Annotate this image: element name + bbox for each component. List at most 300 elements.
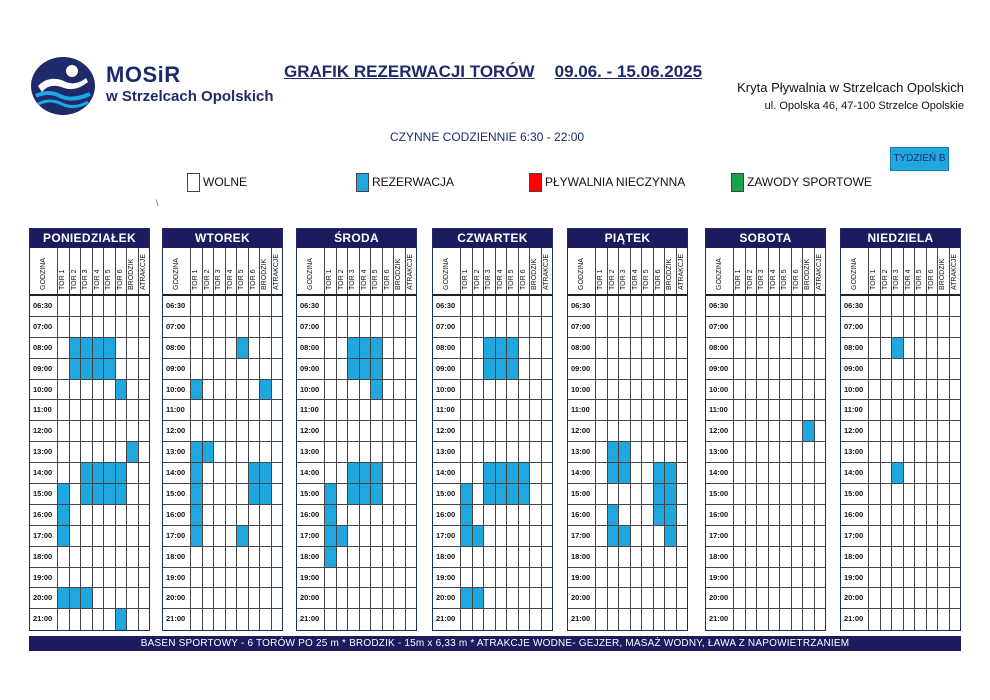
slot-free[interactable] [653, 317, 665, 337]
slot-free[interactable] [225, 317, 237, 337]
slot-free[interactable] [914, 317, 926, 337]
slot-free[interactable] [472, 421, 484, 441]
slot-free[interactable] [213, 526, 225, 546]
slot-free[interactable] [138, 338, 150, 358]
slot-free[interactable] [791, 505, 803, 525]
slot-free[interactable] [880, 526, 892, 546]
slot-free[interactable] [190, 359, 202, 379]
slot-free[interactable] [259, 338, 271, 358]
slot-free[interactable] [653, 609, 665, 630]
slot-free[interactable] [891, 380, 903, 400]
slot-free[interactable] [115, 400, 127, 420]
slot-free[interactable] [393, 484, 405, 504]
slot-free[interactable] [618, 568, 630, 588]
slot-free[interactable] [791, 296, 803, 316]
slot-free[interactable] [529, 296, 541, 316]
slot-free[interactable] [937, 338, 949, 358]
slot-free[interactable] [225, 484, 237, 504]
slot-free[interactable] [259, 442, 271, 462]
slot-free[interactable] [914, 338, 926, 358]
slot-free[interactable] [336, 400, 348, 420]
slot-free[interactable] [779, 505, 791, 525]
slot-free[interactable] [259, 359, 271, 379]
slot-free[interactable] [641, 317, 653, 337]
slot-free[interactable] [347, 505, 359, 525]
slot-free[interactable] [518, 505, 530, 525]
slot-free[interactable] [472, 568, 484, 588]
slot-free[interactable] [115, 317, 127, 337]
slot-free[interactable] [779, 296, 791, 316]
slot-free[interactable] [225, 547, 237, 567]
slot-free[interactable] [80, 505, 92, 525]
slot-reserved[interactable] [57, 588, 69, 608]
slot-free[interactable] [529, 317, 541, 337]
slot-free[interactable] [69, 484, 81, 504]
slot-free[interactable] [868, 380, 880, 400]
slot-free[interactable] [405, 338, 417, 358]
slot-reserved[interactable] [57, 526, 69, 546]
slot-free[interactable] [518, 380, 530, 400]
slot-free[interactable] [641, 338, 653, 358]
slot-free[interactable] [393, 588, 405, 608]
slot-free[interactable] [370, 442, 382, 462]
slot-free[interactable] [676, 421, 688, 441]
slot-free[interactable] [115, 568, 127, 588]
slot-free[interactable] [213, 359, 225, 379]
slot-free[interactable] [756, 505, 768, 525]
slot-free[interactable] [202, 421, 214, 441]
slot-free[interactable] [630, 505, 642, 525]
slot-free[interactable] [607, 568, 619, 588]
slot-free[interactable] [618, 338, 630, 358]
slot-free[interactable] [115, 547, 127, 567]
slot-free[interactable] [630, 338, 642, 358]
slot-free[interactable] [236, 359, 248, 379]
slot-free[interactable] [529, 568, 541, 588]
slot-free[interactable] [891, 442, 903, 462]
slot-free[interactable] [664, 400, 676, 420]
slot-free[interactable] [57, 442, 69, 462]
slot-free[interactable] [370, 588, 382, 608]
slot-free[interactable] [880, 588, 892, 608]
slot-free[interactable] [518, 609, 530, 630]
slot-free[interactable] [664, 380, 676, 400]
slot-free[interactable] [126, 359, 138, 379]
slot-free[interactable] [518, 568, 530, 588]
slot-free[interactable] [914, 442, 926, 462]
slot-free[interactable] [630, 442, 642, 462]
slot-free[interactable] [595, 359, 607, 379]
slot-free[interactable] [541, 463, 553, 483]
slot-free[interactable] [664, 317, 676, 337]
slot-free[interactable] [495, 547, 507, 567]
slot-free[interactable] [483, 547, 495, 567]
slot-free[interactable] [653, 296, 665, 316]
slot-free[interactable] [880, 380, 892, 400]
slot-free[interactable] [103, 526, 115, 546]
slot-free[interactable] [92, 380, 104, 400]
slot-reserved[interactable] [80, 359, 92, 379]
slot-free[interactable] [472, 609, 484, 630]
slot-free[interactable] [225, 463, 237, 483]
slot-free[interactable] [529, 380, 541, 400]
slot-free[interactable] [541, 338, 553, 358]
slot-free[interactable] [802, 338, 814, 358]
slot-free[interactable] [103, 609, 115, 630]
slot-free[interactable] [756, 380, 768, 400]
slot-free[interactable] [495, 505, 507, 525]
slot-free[interactable] [756, 547, 768, 567]
slot-free[interactable] [791, 380, 803, 400]
slot-reserved[interactable] [891, 338, 903, 358]
slot-free[interactable] [472, 400, 484, 420]
slot-free[interactable] [926, 568, 938, 588]
slot-free[interactable] [914, 505, 926, 525]
slot-free[interactable] [937, 484, 949, 504]
slot-reserved[interactable] [607, 442, 619, 462]
slot-free[interactable] [814, 421, 826, 441]
slot-free[interactable] [405, 442, 417, 462]
slot-free[interactable] [225, 359, 237, 379]
slot-free[interactable] [641, 400, 653, 420]
slot-free[interactable] [745, 609, 757, 630]
slot-free[interactable] [506, 505, 518, 525]
slot-free[interactable] [756, 463, 768, 483]
slot-free[interactable] [115, 421, 127, 441]
slot-free[interactable] [541, 380, 553, 400]
slot-free[interactable] [868, 338, 880, 358]
slot-free[interactable] [57, 359, 69, 379]
slot-reserved[interactable] [607, 505, 619, 525]
slot-free[interactable] [814, 505, 826, 525]
slot-free[interactable] [370, 296, 382, 316]
slot-free[interactable] [405, 380, 417, 400]
slot-free[interactable] [641, 463, 653, 483]
slot-free[interactable] [880, 609, 892, 630]
slot-free[interactable] [949, 484, 961, 504]
slot-free[interactable] [745, 296, 757, 316]
slot-free[interactable] [618, 421, 630, 441]
slot-free[interactable] [393, 505, 405, 525]
slot-free[interactable] [138, 505, 150, 525]
slot-free[interactable] [213, 442, 225, 462]
slot-free[interactable] [336, 484, 348, 504]
slot-free[interactable] [868, 526, 880, 546]
slot-free[interactable] [518, 442, 530, 462]
slot-free[interactable] [336, 442, 348, 462]
slot-free[interactable] [405, 463, 417, 483]
slot-free[interactable] [69, 568, 81, 588]
slot-free[interactable] [460, 338, 472, 358]
slot-free[interactable] [518, 421, 530, 441]
slot-free[interactable] [370, 609, 382, 630]
slot-free[interactable] [618, 296, 630, 316]
slot-free[interactable] [903, 463, 915, 483]
slot-free[interactable] [518, 359, 530, 379]
slot-free[interactable] [190, 588, 202, 608]
slot-free[interactable] [370, 400, 382, 420]
slot-free[interactable] [213, 380, 225, 400]
slot-free[interactable] [745, 421, 757, 441]
slot-free[interactable] [202, 609, 214, 630]
slot-free[interactable] [57, 568, 69, 588]
slot-free[interactable] [370, 317, 382, 337]
slot-free[interactable] [937, 588, 949, 608]
slot-free[interactable] [382, 463, 394, 483]
slot-free[interactable] [630, 609, 642, 630]
slot-free[interactable] [641, 547, 653, 567]
slot-free[interactable] [271, 338, 283, 358]
slot-free[interactable] [541, 296, 553, 316]
slot-free[interactable] [630, 547, 642, 567]
slot-free[interactable] [336, 317, 348, 337]
slot-free[interactable] [814, 547, 826, 567]
slot-free[interactable] [225, 505, 237, 525]
slot-reserved[interactable] [259, 380, 271, 400]
slot-free[interactable] [460, 568, 472, 588]
slot-free[interactable] [937, 296, 949, 316]
slot-free[interactable] [779, 568, 791, 588]
slot-free[interactable] [903, 588, 915, 608]
slot-free[interactable] [595, 442, 607, 462]
slot-reserved[interactable] [248, 463, 260, 483]
slot-reserved[interactable] [92, 338, 104, 358]
slot-free[interactable] [259, 588, 271, 608]
slot-free[interactable] [190, 400, 202, 420]
slot-free[interactable] [370, 547, 382, 567]
slot-free[interactable] [529, 463, 541, 483]
slot-free[interactable] [595, 484, 607, 504]
slot-free[interactable] [937, 400, 949, 420]
slot-free[interactable] [733, 442, 745, 462]
slot-reserved[interactable] [190, 442, 202, 462]
slot-reserved[interactable] [359, 463, 371, 483]
slot-free[interactable] [382, 526, 394, 546]
slot-free[interactable] [336, 380, 348, 400]
slot-free[interactable] [868, 317, 880, 337]
slot-reserved[interactable] [115, 380, 127, 400]
slot-free[interactable] [779, 380, 791, 400]
slot-free[interactable] [202, 463, 214, 483]
slot-free[interactable] [359, 317, 371, 337]
slot-free[interactable] [814, 568, 826, 588]
slot-free[interactable] [472, 338, 484, 358]
slot-free[interactable] [518, 547, 530, 567]
slot-free[interactable] [393, 609, 405, 630]
slot-free[interactable] [733, 484, 745, 504]
slot-reserved[interactable] [370, 463, 382, 483]
slot-free[interactable] [814, 296, 826, 316]
slot-free[interactable] [347, 588, 359, 608]
slot-free[interactable] [733, 400, 745, 420]
slot-free[interactable] [937, 505, 949, 525]
slot-free[interactable] [92, 588, 104, 608]
slot-free[interactable] [756, 317, 768, 337]
slot-free[interactable] [926, 463, 938, 483]
slot-free[interactable] [495, 442, 507, 462]
slot-free[interactable] [518, 400, 530, 420]
slot-free[interactable] [868, 505, 880, 525]
slot-free[interactable] [248, 400, 260, 420]
slot-free[interactable] [937, 359, 949, 379]
slot-free[interactable] [891, 317, 903, 337]
slot-reserved[interactable] [347, 359, 359, 379]
slot-free[interactable] [259, 609, 271, 630]
slot-free[interactable] [618, 588, 630, 608]
slot-free[interactable] [926, 359, 938, 379]
slot-free[interactable] [324, 442, 336, 462]
slot-free[interactable] [618, 359, 630, 379]
slot-free[interactable] [126, 484, 138, 504]
slot-free[interactable] [495, 568, 507, 588]
slot-free[interactable] [676, 380, 688, 400]
slot-reserved[interactable] [236, 526, 248, 546]
slot-free[interactable] [641, 484, 653, 504]
slot-free[interactable] [80, 568, 92, 588]
slot-free[interactable] [405, 526, 417, 546]
slot-free[interactable] [483, 505, 495, 525]
slot-free[interactable] [891, 588, 903, 608]
slot-free[interactable] [324, 359, 336, 379]
slot-free[interactable] [802, 484, 814, 504]
slot-reserved[interactable] [460, 484, 472, 504]
slot-free[interactable] [949, 359, 961, 379]
slot-free[interactable] [92, 400, 104, 420]
slot-free[interactable] [541, 609, 553, 630]
slot-free[interactable] [768, 588, 780, 608]
slot-free[interactable] [791, 547, 803, 567]
slot-free[interactable] [359, 421, 371, 441]
slot-free[interactable] [926, 296, 938, 316]
slot-free[interactable] [607, 338, 619, 358]
slot-reserved[interactable] [80, 484, 92, 504]
slot-free[interactable] [891, 609, 903, 630]
slot-free[interactable] [483, 588, 495, 608]
slot-free[interactable] [370, 568, 382, 588]
slot-free[interactable] [630, 296, 642, 316]
slot-free[interactable] [903, 317, 915, 337]
slot-free[interactable] [138, 380, 150, 400]
slot-free[interactable] [676, 484, 688, 504]
slot-free[interactable] [347, 296, 359, 316]
slot-free[interactable] [483, 568, 495, 588]
slot-free[interactable] [138, 317, 150, 337]
slot-free[interactable] [914, 359, 926, 379]
slot-free[interactable] [69, 609, 81, 630]
slot-free[interactable] [880, 442, 892, 462]
slot-reserved[interactable] [190, 380, 202, 400]
slot-free[interactable] [868, 568, 880, 588]
slot-reserved[interactable] [618, 442, 630, 462]
slot-free[interactable] [541, 505, 553, 525]
slot-free[interactable] [472, 296, 484, 316]
slot-free[interactable] [949, 526, 961, 546]
slot-free[interactable] [213, 588, 225, 608]
slot-reserved[interactable] [236, 338, 248, 358]
slot-free[interactable] [595, 421, 607, 441]
slot-free[interactable] [630, 526, 642, 546]
slot-reserved[interactable] [802, 421, 814, 441]
slot-free[interactable] [664, 296, 676, 316]
slot-free[interactable] [336, 338, 348, 358]
slot-free[interactable] [506, 568, 518, 588]
slot-reserved[interactable] [190, 526, 202, 546]
slot-free[interactable] [653, 380, 665, 400]
slot-free[interactable] [382, 442, 394, 462]
slot-reserved[interactable] [483, 484, 495, 504]
slot-free[interactable] [756, 442, 768, 462]
slot-free[interactable] [949, 296, 961, 316]
slot-free[interactable] [541, 588, 553, 608]
slot-free[interactable] [868, 421, 880, 441]
slot-reserved[interactable] [336, 526, 348, 546]
slot-free[interactable] [103, 568, 115, 588]
slot-free[interactable] [393, 400, 405, 420]
slot-free[interactable] [202, 547, 214, 567]
slot-free[interactable] [126, 505, 138, 525]
slot-free[interactable] [138, 296, 150, 316]
slot-free[interactable] [103, 380, 115, 400]
slot-free[interactable] [359, 568, 371, 588]
slot-free[interactable] [483, 609, 495, 630]
slot-free[interactable] [69, 421, 81, 441]
slot-free[interactable] [630, 484, 642, 504]
slot-free[interactable] [248, 568, 260, 588]
slot-free[interactable] [382, 380, 394, 400]
slot-free[interactable] [92, 526, 104, 546]
slot-free[interactable] [926, 421, 938, 441]
slot-free[interactable] [595, 568, 607, 588]
slot-free[interactable] [57, 338, 69, 358]
slot-free[interactable] [733, 317, 745, 337]
slot-reserved[interactable] [103, 359, 115, 379]
slot-reserved[interactable] [495, 463, 507, 483]
slot-free[interactable] [359, 400, 371, 420]
slot-free[interactable] [949, 400, 961, 420]
slot-reserved[interactable] [80, 588, 92, 608]
slot-free[interactable] [248, 380, 260, 400]
slot-free[interactable] [236, 568, 248, 588]
slot-free[interactable] [768, 359, 780, 379]
slot-free[interactable] [768, 505, 780, 525]
slot-free[interactable] [495, 588, 507, 608]
slot-free[interactable] [225, 380, 237, 400]
slot-free[interactable] [57, 296, 69, 316]
slot-free[interactable] [630, 359, 642, 379]
slot-free[interactable] [529, 338, 541, 358]
slot-reserved[interactable] [347, 338, 359, 358]
slot-free[interactable] [926, 484, 938, 504]
slot-free[interactable] [202, 338, 214, 358]
slot-free[interactable] [791, 526, 803, 546]
slot-free[interactable] [236, 609, 248, 630]
slot-free[interactable] [814, 400, 826, 420]
slot-free[interactable] [926, 317, 938, 337]
slot-free[interactable] [903, 526, 915, 546]
slot-free[interactable] [595, 609, 607, 630]
slot-free[interactable] [768, 547, 780, 567]
slot-free[interactable] [664, 338, 676, 358]
slot-free[interactable] [370, 421, 382, 441]
slot-free[interactable] [271, 484, 283, 504]
slot-free[interactable] [69, 380, 81, 400]
slot-free[interactable] [359, 505, 371, 525]
slot-free[interactable] [541, 568, 553, 588]
slot-free[interactable] [607, 380, 619, 400]
slot-free[interactable] [202, 380, 214, 400]
slot-free[interactable] [103, 588, 115, 608]
slot-free[interactable] [618, 609, 630, 630]
